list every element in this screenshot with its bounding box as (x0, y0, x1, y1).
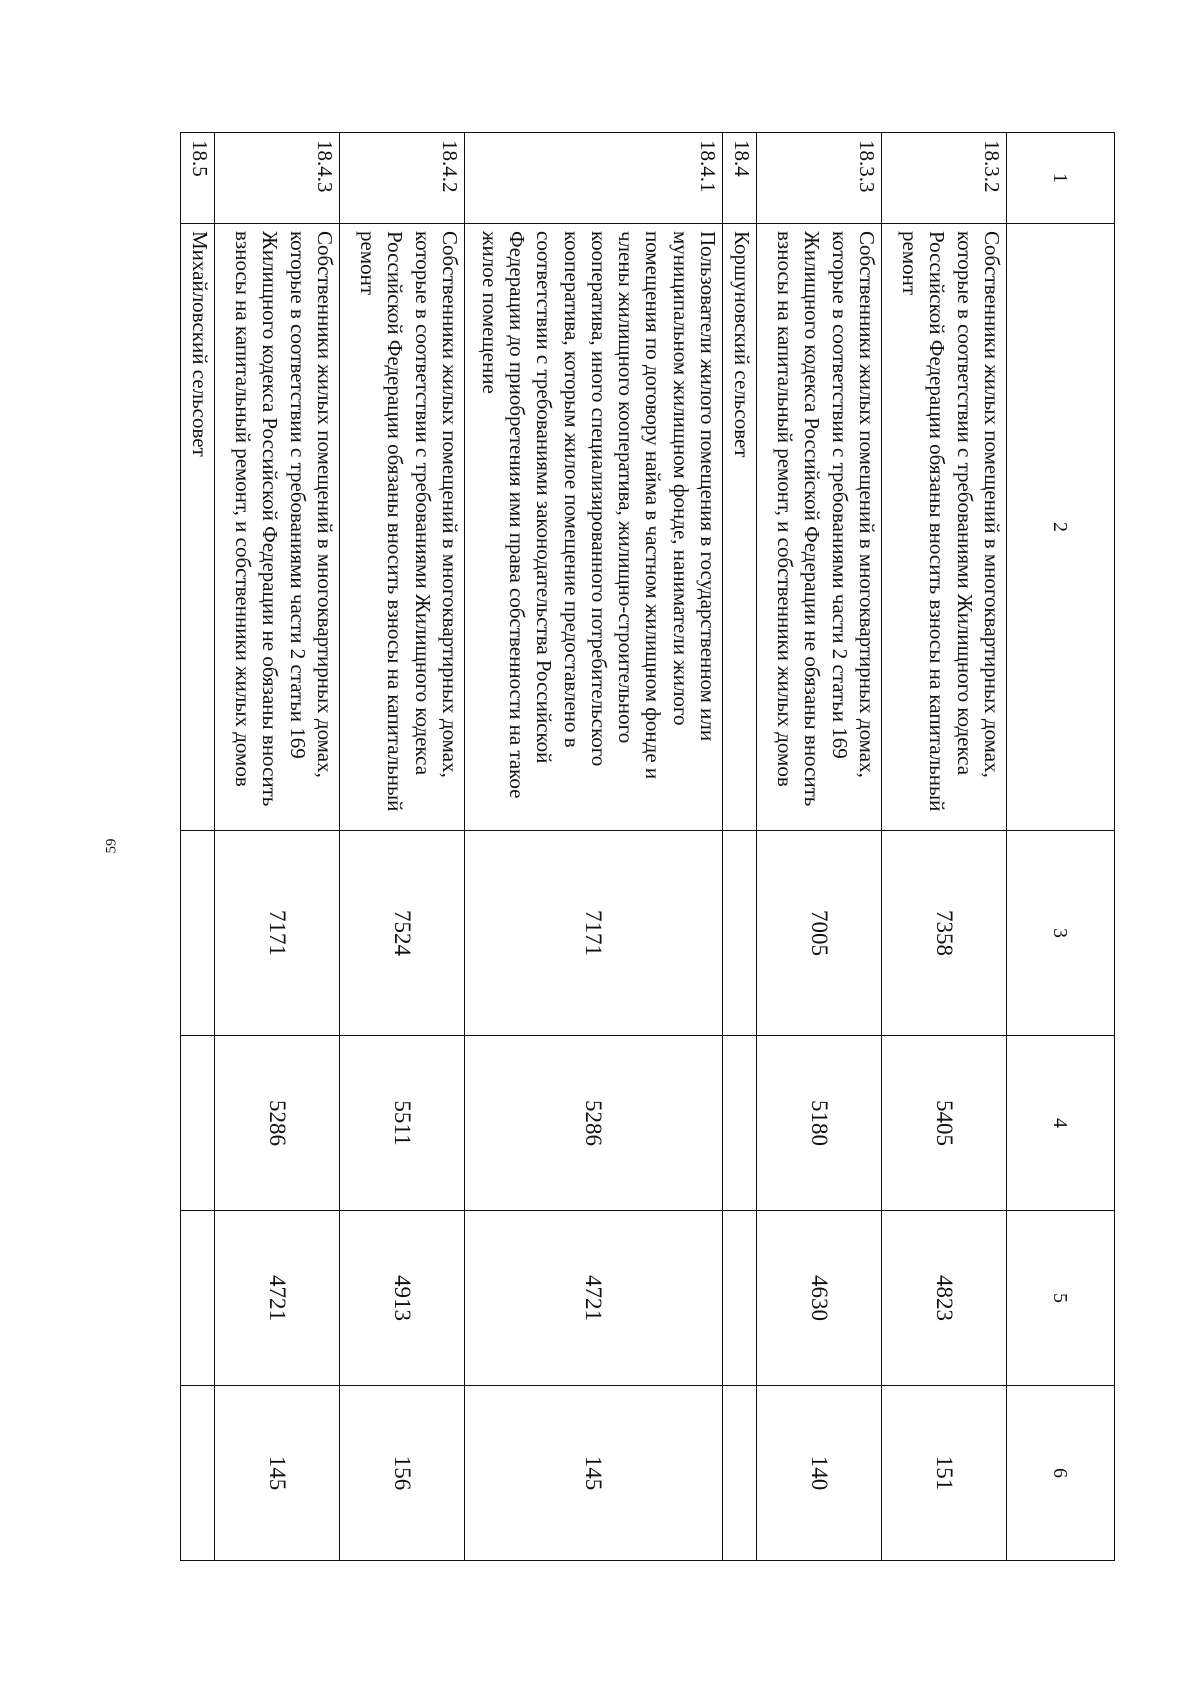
table-row (181, 133, 215, 1561)
table-row (340, 133, 465, 1561)
row-value-col6 (723, 1386, 757, 1561)
row-code: 18.4.3 (215, 133, 340, 224)
header-cell-5: 5 (1007, 1211, 1115, 1386)
table-row (723, 133, 757, 1561)
row-value-col3 (181, 831, 215, 1036)
row-value-col3: 7171 (465, 831, 723, 1036)
row-description: Собственники жилых помещений в многоквартирных домах, которые в соответствии с требованиями части 2 статьи 169 Жилищного кодекса Российской Федерации не обязаны вносить взносы на капитальный ремонт, и собственники жилых домов (215, 224, 340, 831)
row-value-col6: 140 (757, 1386, 882, 1561)
row-value-col6: 156 (340, 1386, 465, 1561)
page-number: 59 (103, 838, 120, 854)
row-value-col6: 145 (215, 1386, 340, 1561)
row-value-col4: 5511 (340, 1036, 465, 1211)
row-value-col4 (181, 1036, 215, 1211)
row-value-col6: 151 (882, 1386, 1007, 1561)
row-value-col5: 4721 (215, 1211, 340, 1386)
row-value-col3: 7358 (882, 831, 1007, 1036)
header-cell-2: 2 (1007, 224, 1115, 831)
row-description: Собственники жилых помещений в многоквартирных домах, которые в соответствии с требованиями Жилищного кодекса Российской Федерации обязаны вносить взносы на капитальный ремонт (340, 224, 465, 831)
row-value-col6 (181, 1386, 215, 1561)
row-description: Михайловский сельсовет (181, 224, 215, 831)
row-value-col4: 5180 (757, 1036, 882, 1211)
row-value-col5: 4721 (465, 1211, 723, 1386)
row-description: Коршуновский сельсовет (723, 224, 757, 831)
header-cell-4: 4 (1007, 1036, 1115, 1211)
row-value-col4: 5405 (882, 1036, 1007, 1211)
row-value-col5 (723, 1211, 757, 1386)
row-code: 18.4.2 (340, 133, 465, 224)
row-description: Собственники жилых помещений в многоквартирных домах, которые в соответствии с требованиями Жилищного кодекса Российской Федерации обязаны вносить взносы на капитальный ремонт (882, 224, 1007, 831)
row-description: Пользователи жилого помещения в государственном или муниципальном жилищном фонде, наниматели жилого помещения по договору найма в частном жилищном фонде и члены жилищного кооператива, жилищно-строительного кооператива, иного специализированного потребительского кооператива, которым жилое помещение предоставлено в соответствии с требованиями законодательства Российской Федерации до приобретения ими права собственности на такое жилое помещение (465, 224, 723, 831)
row-code: 18.4 (723, 133, 757, 224)
row-description: Собственники жилых помещений в многоквартирных домах, которые в соответствии с требованиями части 2 статьи 169 Жилищного кодекса Российской Федерации не обязаны вносить взносы на капитальный ремонт, и собственники жилых домов (757, 224, 882, 831)
header-cell-1: 1 (1007, 133, 1115, 224)
row-value-col5: 4913 (340, 1211, 465, 1386)
rotated-table-container (180, 132, 1115, 1560)
table-row (465, 133, 723, 1561)
row-value-col5: 4630 (757, 1211, 882, 1386)
row-value-col3: 7005 (757, 831, 882, 1036)
header-cell-3: 3 (1007, 831, 1115, 1036)
row-code: 18.3.2 (882, 133, 1007, 224)
row-value-col3: 7171 (215, 831, 340, 1036)
table-header-row (1007, 133, 1115, 1561)
table-row (757, 133, 882, 1561)
table-row (215, 133, 340, 1561)
row-code: 18.5 (181, 133, 215, 224)
row-value-col3: 7524 (340, 831, 465, 1036)
row-value-col3 (723, 831, 757, 1036)
row-code: 18.4.1 (465, 133, 723, 224)
row-value-col4: 5286 (215, 1036, 340, 1211)
row-value-col5 (181, 1211, 215, 1386)
table-row (882, 133, 1007, 1561)
row-value-col6: 145 (465, 1386, 723, 1561)
row-value-col4 (723, 1036, 757, 1211)
row-value-col5: 4823 (882, 1211, 1007, 1386)
header-cell-6: 6 (1007, 1386, 1115, 1561)
row-code: 18.3.3 (757, 133, 882, 224)
tariff-table (180, 132, 1115, 1561)
row-value-col4: 5286 (465, 1036, 723, 1211)
